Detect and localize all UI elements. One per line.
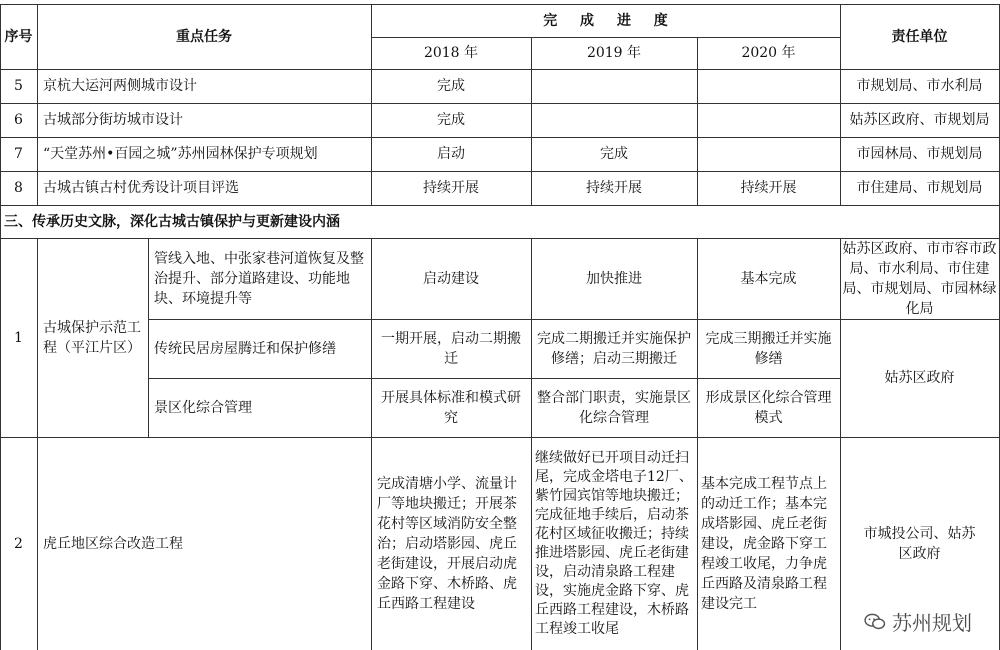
table-row-no: 5 [14, 78, 23, 94]
table-row-2020 [697, 69, 840, 103]
subtask-2019: 加快推进 [586, 270, 642, 287]
watermark-text: 苏州规划 [892, 611, 972, 635]
item-task: 虎丘地区综合改造工程 [43, 535, 183, 552]
table-row-no: 6 [14, 112, 23, 128]
table-row-unit: 市住建局、市规划局 [856, 180, 983, 196]
item-2018: 完成清塘小学、流量计厂等地块搬迁；开展茶花村等区域消防安全整治；启动塔影园、虎丘老街建设，开展启动虎金路下穿、木桥路、虎丘西路工程建设 [377, 475, 517, 612]
subtask-2019: 整合部门职责，实施景区化综合管理 [537, 389, 691, 426]
item-no: 1 [14, 329, 23, 346]
subtask-2019: 完成二期搬迁并实施保护修缮；启动三期搬迁 [537, 330, 691, 367]
subtask-unit: 姑苏区政府、市市容市政局、市水利局、市住建局、市规划局、市园林绿化局 [842, 240, 997, 317]
table-row-2020: 持续开展 [740, 180, 797, 196]
table-row-2020 [697, 137, 840, 171]
header-2018: 2018 年 [423, 45, 479, 61]
header-unit: 责任单位 [891, 28, 948, 45]
subtask-2020: 基本完成 [740, 270, 797, 287]
table-row-2019 [531, 69, 697, 103]
subtask-2020: 形成景区化综合管理模式 [705, 389, 832, 426]
subtask-2018: 一期开展，启动二期搬迁 [381, 330, 521, 367]
table-row-unit: 市园林局、市规划局 [856, 146, 983, 162]
table-row-2020 [697, 103, 840, 137]
subtask-2018: 启动建设 [423, 270, 479, 287]
table-row-unit: 市规划局、市水利局 [856, 78, 983, 94]
subtask-name: 管线入地、中张家巷河道恢复及整治提升、部分道路建设、功能地块、环境提升等 [154, 250, 364, 307]
subtask-name: 传统民居房屋腾迁和保护修缮 [154, 340, 336, 357]
table-row-task: 古城部分街坊城市设计 [43, 112, 183, 128]
item-task: 古城保护示范工程（平江片区） [43, 319, 141, 356]
table-row-2018: 完成 [437, 78, 465, 94]
subtask-name: 景区化综合管理 [154, 399, 252, 416]
table-row-task: “天堂苏州•百园之城”苏州园林保护专项规划 [43, 146, 318, 162]
table-row-no: 7 [14, 146, 23, 162]
item-2020: 基本完成工程节点上的动迁工作；基本完成塔影园、虎丘老街建设，虎金路下穿工程竣工收尾，力争虎丘西路及清泉路工程建设完工 [701, 475, 827, 612]
table-row-2019 [531, 103, 697, 137]
table-row-no: 8 [14, 180, 23, 196]
header-2019: 2019 年 [586, 45, 642, 61]
table-row-2018: 启动 [437, 146, 465, 162]
item-unit: 市城投公司、姑苏区政府 [863, 525, 976, 562]
item-no: 2 [14, 535, 23, 552]
table-row-task: 古城古镇古村优秀设计项目评选 [43, 180, 239, 196]
subtask-2018: 开展具体标准和模式研究 [381, 389, 521, 426]
table-row-2019: 完成 [600, 146, 628, 162]
header-task: 重点任务 [176, 28, 232, 45]
header-progress: 完 成 进 度 [543, 12, 668, 29]
table-row-unit: 姑苏区政府、市规划局 [849, 112, 990, 128]
table-row-task: 京杭大运河两侧城市设计 [43, 78, 197, 94]
wechat-icon [864, 613, 886, 631]
watermark [864, 607, 972, 636]
table-row-2018: 完成 [437, 112, 465, 128]
table-row-2018: 持续开展 [423, 180, 479, 196]
item-unit: 姑苏区政府 [884, 370, 955, 386]
table-row-2019: 持续开展 [586, 180, 642, 196]
header-2020: 2020 年 [741, 45, 796, 61]
section-heading: 三、传承历史文脉，深化古城古镇保护与更新建设内涵 [4, 213, 340, 230]
item-2019: 继续做好已开项目动迁扫尾，完成金塔电子12厂、紫竹园宾馆等地块搬迁；完成征地手续后，启动茶花村区域征收搬迁；持续推进塔影园、虎丘老街建设，启动清泉路工程建设，实施虎金路下穿、虎丘西路工程建设，木桥路工程竣工收尾 [535, 449, 693, 637]
header-no: 序号 [4, 28, 33, 45]
subtask-2020: 完成三期搬迁并实施修缮 [705, 330, 832, 367]
